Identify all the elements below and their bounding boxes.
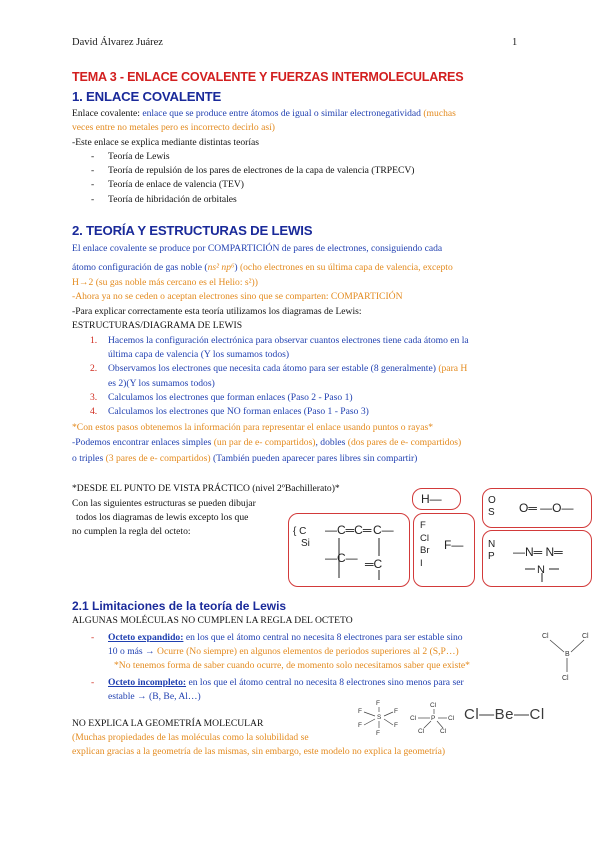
section-1-paragraph: Enlace covalente: enlace que se produce entre átomos de igual o similar electronegatividad (muchas bbox=[72, 108, 456, 119]
page-number: 1 bbox=[512, 37, 518, 48]
svg-text:F: F bbox=[358, 722, 362, 729]
section-1-paragraph-cont: veces entre no metales pero es incorrecto decirlo así) bbox=[72, 122, 275, 133]
theories-intro: -Este enlace se explica mediante distintas teorías bbox=[72, 137, 260, 148]
svg-text:F: F bbox=[394, 708, 398, 715]
bond-types-line-2: o triples (3 pares de e- compartidos) (También pueden aparecer pares libres sin compartir) bbox=[72, 453, 418, 464]
pcl5-structure bbox=[410, 700, 460, 736]
svg-text:C—: C— bbox=[373, 523, 394, 537]
geometry-subheading: NO EXPLICA LA GEOMETRÍA MOLECULAR bbox=[72, 718, 264, 729]
list-item: 1. Hacemos la configuración electrónica para observar cuantos electrones tiene cada átomo en la bbox=[90, 335, 469, 346]
list-item: - Teoría de repulsión de los pares de electrones de la capa de valencia (TRPECV) bbox=[91, 165, 415, 177]
nitrogen-box: N P —N═ N═ N bbox=[482, 530, 592, 587]
steps-note: *Con estos pasos obtenemos la información para representar el enlace usando puntos o rayas* bbox=[72, 422, 433, 433]
group-14-elements: { C Si bbox=[293, 526, 310, 549]
bcl3-structure bbox=[540, 628, 598, 684]
svg-text:Cl: Cl bbox=[448, 715, 455, 722]
group-16-elements: O S bbox=[488, 495, 496, 518]
svg-text:P: P bbox=[431, 715, 436, 722]
svg-text:S: S bbox=[377, 714, 382, 721]
lewis-paragraph-line-2: átomo configuración de gas noble (ns² np⁶) (ocho electrones en su última capa de valencia, excepto bbox=[72, 262, 453, 273]
list-item: 4. Calculamos los electrones que NO forman enlaces (Paso 1 - Paso 3) bbox=[90, 406, 369, 418]
theory-list bbox=[91, 150, 415, 207]
list-item-cont: última capa de valencia (Y los sumamos todos) bbox=[108, 349, 290, 361]
list-item-cont: es 2)(Y los sumamos todos) bbox=[108, 377, 215, 389]
svg-text:F: F bbox=[376, 730, 380, 737]
svg-text:N: N bbox=[537, 564, 545, 576]
list-item: - Teoría de Lewis bbox=[91, 151, 170, 162]
section-1-heading: 1. ENLACE COVALENTE bbox=[72, 89, 222, 104]
group-15-elements: N P bbox=[488, 539, 496, 562]
list-item: - Teoría de enlace de valencia (TEV) bbox=[91, 179, 244, 191]
lewis-steps bbox=[90, 334, 469, 419]
hydrogen-box: H— bbox=[412, 488, 461, 510]
carbon-silicon-box bbox=[288, 513, 410, 587]
svg-text:—C—: —C— bbox=[325, 551, 358, 565]
list-item: 2. Observamos los electrones que necesita cada átomo para ser estable (8 generalmente) (para H bbox=[90, 363, 468, 375]
svg-text:F: F bbox=[358, 708, 362, 715]
svg-text:Cl: Cl bbox=[418, 728, 425, 735]
geometry-note-line-1: (Muchas propiedades de las moléculas como la solubilidad se bbox=[72, 732, 309, 743]
bond-types-line-1: -Podemos encontrar enlaces simples (un par de e- compartidos), dobles (dos pares de e- compartidos) bbox=[72, 437, 462, 448]
halogen-box: F Cl Br I F— bbox=[413, 513, 475, 587]
nitrogen-single-bonds bbox=[525, 559, 561, 583]
incomplete-octet-item: - Octeto incompleto: en los que el átomo central no necesita 8 electrones sino menos para ser estable → (B, Be, Al…) bbox=[91, 677, 464, 703]
lewis-paragraph-line-3: H→2 (su gas noble más cercano es el Helio: s²)) bbox=[72, 277, 258, 288]
practical-text: Con las siguientes estructuras se pueden dibujar todos los diagramas de lewis excepto los que no cumplen la regla del octeto: bbox=[72, 498, 256, 538]
section-2-heading: 2. TEORÍA Y ESTRUCTURAS DE LEWIS bbox=[72, 223, 313, 238]
svg-text:Cl: Cl bbox=[542, 633, 549, 640]
geometry-note-line-2: explican gracias a la geometría de las mismas, sin embargo, este modelo no explica la geometría) bbox=[72, 746, 446, 757]
svg-text:F: F bbox=[394, 722, 398, 729]
svg-text:Cl: Cl bbox=[410, 715, 417, 722]
svg-text:═C: ═C bbox=[365, 557, 383, 571]
lewis-diagram-subheading: ESTRUCTURAS/DIAGRAMA DE LEWIS bbox=[72, 320, 243, 331]
lewis-paragraph-line-4: -Ahora ya no se ceden o aceptan electrones sino que se comparten: COMPARTICIÓN bbox=[72, 291, 403, 302]
list-item: - Teoría de hibridación de orbitales bbox=[91, 193, 237, 205]
svg-text:Cl: Cl bbox=[430, 702, 437, 709]
becl2-structure: Cl—Be—Cl bbox=[464, 706, 545, 723]
oxygen-box: O S O═ —O— bbox=[482, 488, 592, 528]
expanded-octet-item: - Octeto expandido: en los que el átomo central no necesita 8 electrones para ser estable sino 10 o más → Ocurre (No siempre) en algunos elementos de periodos superiores al 2 (S,P…) *No tenemos forma de saber cuando ocurre, de momento solo necesitamos saber que existe* bbox=[91, 632, 470, 672]
list-item: 3. Calculamos los electrones que forman enlaces (Paso 2 - Paso 1) bbox=[90, 391, 353, 403]
svg-text:B: B bbox=[565, 651, 570, 658]
section-2-1-heading: 2.1 Limitaciones de la teoría de Lewis bbox=[72, 599, 287, 613]
sf6-structure bbox=[356, 697, 406, 737]
carbon-bonds-diagram bbox=[317, 518, 407, 582]
practical-title: *DESDE EL PUNTO DE VISTA PRÁCTICO (nivel 2ºBachillerato)* bbox=[72, 483, 340, 494]
svg-text:F: F bbox=[376, 700, 380, 707]
svg-text:Cl: Cl bbox=[562, 675, 569, 682]
lewis-paragraph-line-1: El enlace covalente se produce por COMPARTICIÓN de pares de electrones, consiguiendo cada bbox=[72, 243, 443, 254]
document-title: TEMA 3 - ENLACE COVALENTE Y FUERZAS INTERMOLECULARES bbox=[72, 70, 464, 84]
svg-text:Cl: Cl bbox=[582, 633, 589, 640]
svg-text:Cl: Cl bbox=[440, 728, 447, 735]
halogen-elements: F Cl Br I bbox=[420, 520, 430, 569]
svg-text:—C═C═: —C═C═ bbox=[325, 523, 372, 537]
author-name: David Álvarez Juárez bbox=[72, 37, 163, 48]
octet-subheading: ALGUNAS MOLÉCULAS NO CUMPLEN LA REGLA DEL OCTETO bbox=[72, 615, 353, 626]
lewis-paragraph-line-5: -Para explicar correctamente esta teoría utilizamos los diagramas de Lewis: bbox=[72, 306, 362, 317]
